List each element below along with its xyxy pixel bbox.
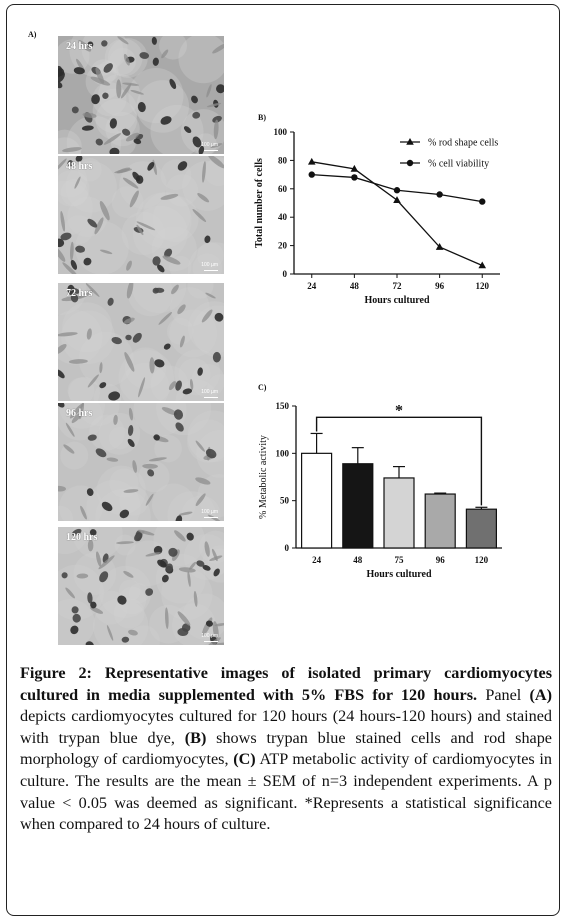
y-axis-label: Total number of cells: [254, 158, 265, 248]
data-point-triangle: [393, 196, 401, 203]
micrograph-time-label: 72 hrs: [66, 288, 93, 299]
scale-bar: [204, 517, 218, 519]
caption-text: ATP metabolic activity of cardiomyocytes in culture. The results are the mean ± SEM of n=3 independent experiments. A p value < 0.05 was deemed as significant. *Represents a statistical significance when compared to 24 hours of culture.: [20, 750, 552, 834]
series-line: [312, 162, 482, 266]
caption-label-a: (A): [529, 685, 553, 704]
micrograph-time-label: 120 hrs: [66, 532, 98, 543]
x-axis-label: Hours cultured: [364, 295, 430, 306]
figure-caption: [20, 663, 552, 836]
caption-text: shows trypan blue stained cells and rod shape morphology of cardiomyocytes,: [20, 728, 552, 769]
data-point-circle: [479, 198, 485, 204]
micrograph-48h: [58, 156, 224, 274]
y-tick-label: 20: [278, 240, 287, 251]
legend-label: % rod shape cells: [428, 137, 499, 149]
bar-chart-metabolic-activity: [240, 392, 540, 584]
x-tick-label: 24: [307, 281, 317, 291]
cell-texture: [58, 403, 224, 521]
x-tick-label: 120: [474, 555, 489, 565]
x-tick-label: 120: [475, 281, 489, 291]
caption-text: depicts cardiomyocytes cultured for 120 hours (24 hours-120 hours) and stained with trypan blue dye,: [20, 707, 552, 747]
data-point-circle: [394, 187, 400, 193]
micrograph-120h: [58, 527, 224, 645]
y-tick-label: 60: [278, 183, 287, 194]
x-tick-label: 48: [349, 281, 359, 291]
background-haze: [61, 179, 88, 206]
bar: [425, 494, 455, 548]
x-tick-label: 48: [353, 555, 363, 565]
legend-marker-circle: [407, 160, 413, 166]
scale-label: 100 µm: [201, 509, 218, 515]
scale-label: 100 µm: [201, 389, 218, 395]
scale-bar: [204, 641, 218, 643]
micrograph-96h: [58, 403, 224, 521]
caption-title: Figure 2: Representative images of isolated primary cardiomyocytes cultured in media supplemented with 5% FBS for 120 hours.: [20, 664, 552, 704]
caption-label-b: (B): [184, 728, 207, 747]
micrograph-24h: [58, 36, 224, 154]
background-haze: [98, 413, 140, 455]
y-axis-label: % Metabolic activity: [258, 435, 269, 519]
data-point-circle: [351, 174, 357, 180]
x-tick-label: 96: [435, 281, 445, 291]
y-tick-label: 50: [280, 495, 289, 506]
micrograph-time-label: 48 hrs: [66, 161, 93, 172]
cell-texture: [58, 283, 224, 401]
y-tick-label: 40: [278, 212, 287, 223]
background-haze: [136, 192, 192, 248]
cell-texture: [58, 156, 224, 274]
bar: [466, 509, 496, 548]
micrograph-72h: [58, 283, 224, 401]
bar: [384, 478, 414, 548]
y-tick-label: 150: [275, 401, 289, 411]
bar: [343, 464, 373, 548]
x-tick-label: 24: [312, 555, 322, 565]
data-point-triangle: [308, 158, 316, 165]
legend-label: % cell viability: [428, 158, 490, 170]
data-point-circle: [309, 171, 315, 177]
panel-c-label: C): [258, 383, 267, 392]
significance-star: *: [395, 402, 403, 420]
y-tick-label: 100: [275, 448, 289, 459]
x-tick-label: 96: [435, 555, 445, 565]
scale-bar: [204, 150, 218, 152]
stained-cell: [125, 335, 131, 341]
panel-a-label: A): [28, 30, 37, 39]
legend-marker-triangle: [406, 138, 414, 145]
x-tick-label: 72: [392, 281, 402, 291]
caption-text: Panel: [477, 685, 530, 704]
micrograph-time-label: 96 hrs: [66, 408, 93, 419]
y-tick-label: 80: [278, 155, 287, 166]
y-tick-label: 0: [284, 543, 289, 553]
y-tick-label: 100: [273, 127, 287, 137]
bar: [302, 453, 332, 548]
x-axis-label: Hours cultured: [366, 569, 432, 580]
cell-texture: [58, 527, 224, 645]
micrograph-time-label: 24 hrs: [66, 41, 93, 52]
x-tick-label: 75: [394, 555, 404, 565]
cell-texture: [58, 36, 224, 154]
data-point-circle: [436, 191, 442, 197]
panel-b-label: B): [258, 113, 266, 122]
line-chart-rod-shape-viability: [240, 118, 540, 318]
y-tick-label: 0: [282, 269, 287, 279]
scale-label: 100 µm: [201, 142, 218, 148]
scale-bar: [204, 270, 218, 272]
scale-bar: [204, 397, 218, 399]
scale-label: 100 µm: [201, 633, 218, 639]
caption-label-c: (C): [233, 750, 256, 769]
scale-label: 100 µm: [201, 262, 218, 268]
